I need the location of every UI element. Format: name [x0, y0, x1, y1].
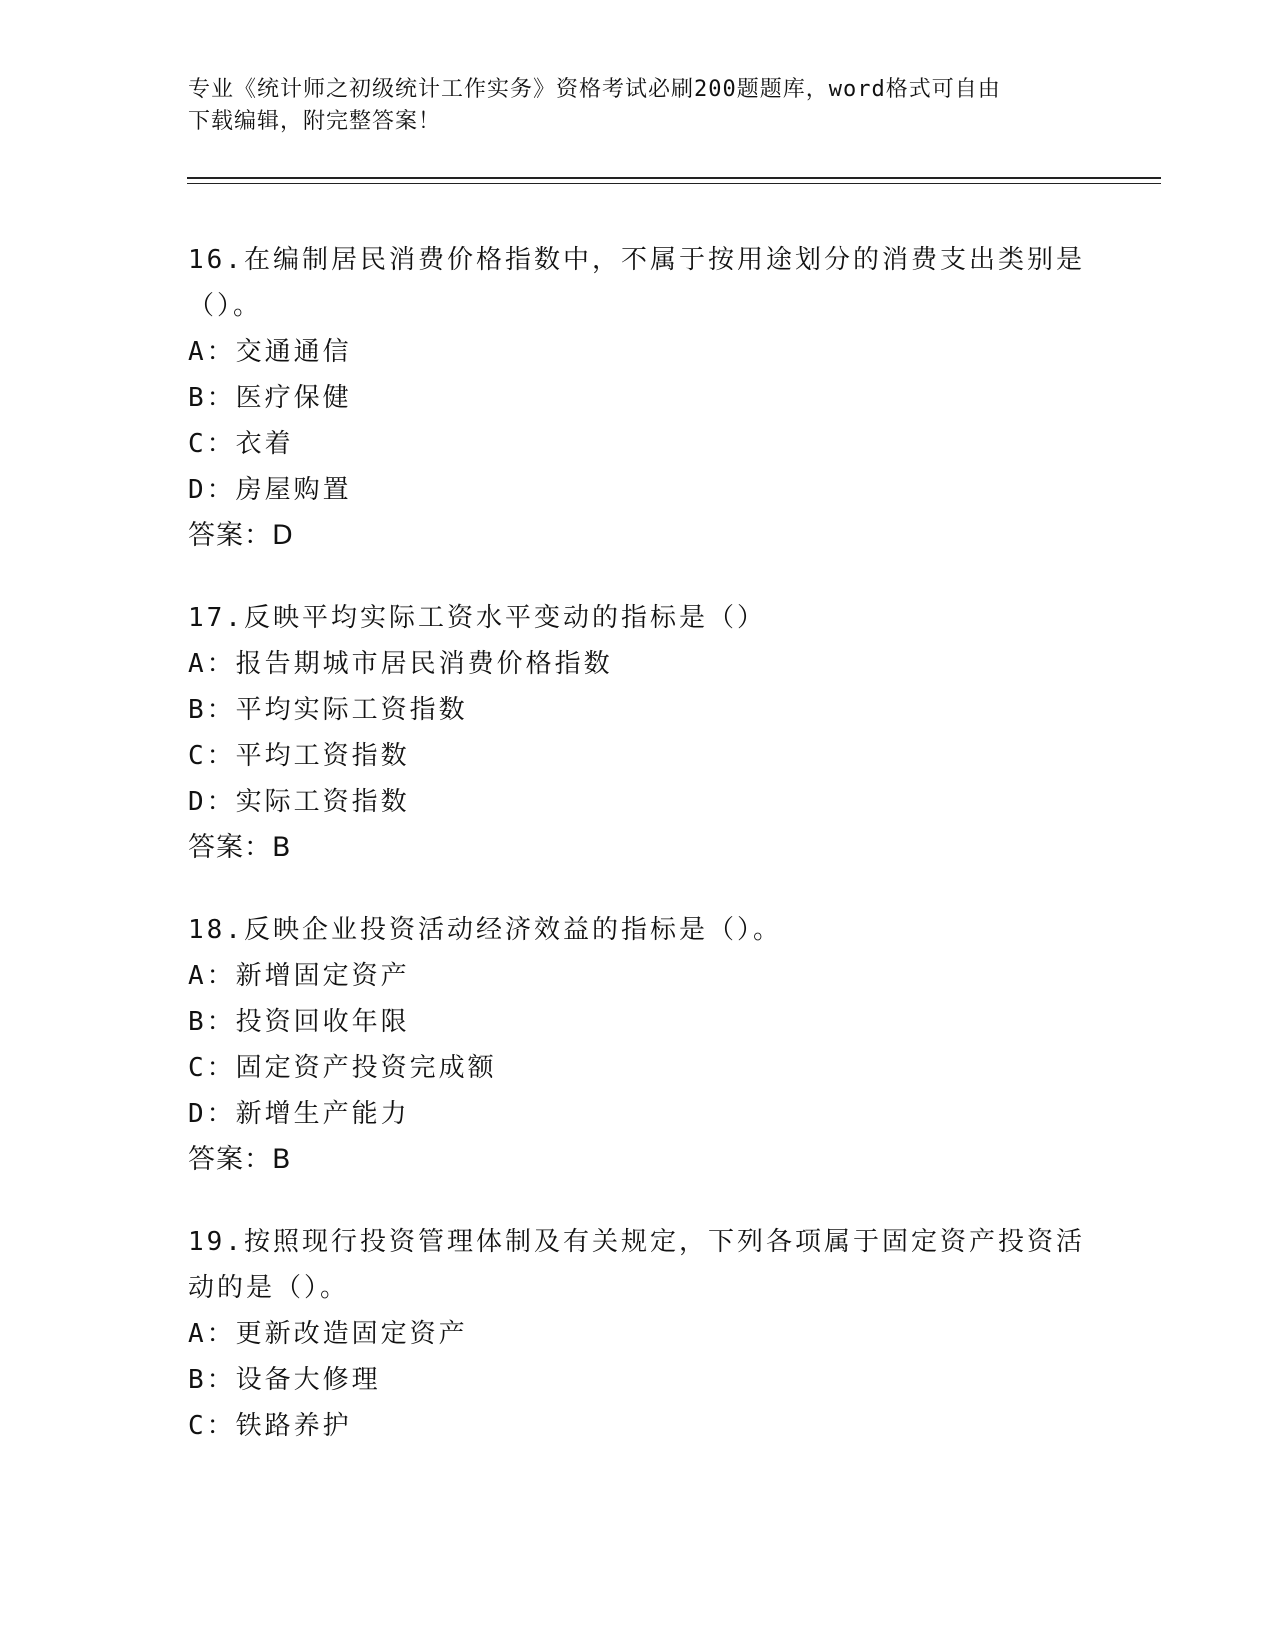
option-b: B：投资回收年限	[188, 1007, 410, 1037]
answer-label: 答案：D	[188, 520, 294, 551]
document-header	[188, 74, 1068, 138]
option-c: C：铁路养护	[188, 1411, 352, 1441]
question-text: 16.在编制居民消费价格指数中，不属于按用途划分的消费支出类别是	[188, 245, 1085, 275]
option-d: D：新增生产能力	[188, 1099, 410, 1129]
header-line-2: 下载编辑，附完整答案！	[188, 109, 442, 134]
answer-label: 答案：B	[188, 832, 292, 863]
option-c: C：固定资产投资完成额	[188, 1053, 497, 1083]
option-a: A：报告期城市居民消费价格指数	[188, 649, 613, 679]
header-divider-thick	[187, 177, 1161, 179]
option-d: D：房屋购置	[188, 475, 352, 505]
question-18	[188, 907, 1088, 1183]
option-a: A：更新改造固定资产	[188, 1319, 468, 1349]
question-text: 19.按照现行投资管理体制及有关规定，下列各项属于固定资产投资活	[188, 1227, 1085, 1257]
question-19	[188, 1219, 1088, 1449]
question-text-continued: （）。	[188, 291, 263, 321]
question-text: 18.反映企业投资活动经济效益的指标是（）。	[188, 915, 782, 945]
option-c: C：平均工资指数	[188, 741, 410, 771]
option-b: B：医疗保健	[188, 383, 352, 413]
question-16	[188, 237, 1088, 559]
header-line-1: 专业《统计师之初级统计工作实务》资格考试必刷200题题库，word格式可自由	[188, 77, 1001, 102]
question-17	[188, 595, 1088, 871]
option-a: A：新增固定资产	[188, 961, 410, 991]
option-d: D：实际工资指数	[188, 787, 410, 817]
header-divider-thin	[187, 183, 1161, 184]
option-b: B：设备大修理	[188, 1365, 381, 1395]
option-b: B：平均实际工资指数	[188, 695, 468, 725]
question-text: 17.反映平均实际工资水平变动的指标是（）	[188, 603, 766, 633]
option-c: C：衣着	[188, 429, 294, 459]
question-list	[188, 237, 1088, 1485]
question-text-continued: 动的是（）。	[188, 1273, 350, 1303]
answer-label: 答案：B	[188, 1144, 292, 1175]
option-a: A：交通通信	[188, 337, 352, 367]
